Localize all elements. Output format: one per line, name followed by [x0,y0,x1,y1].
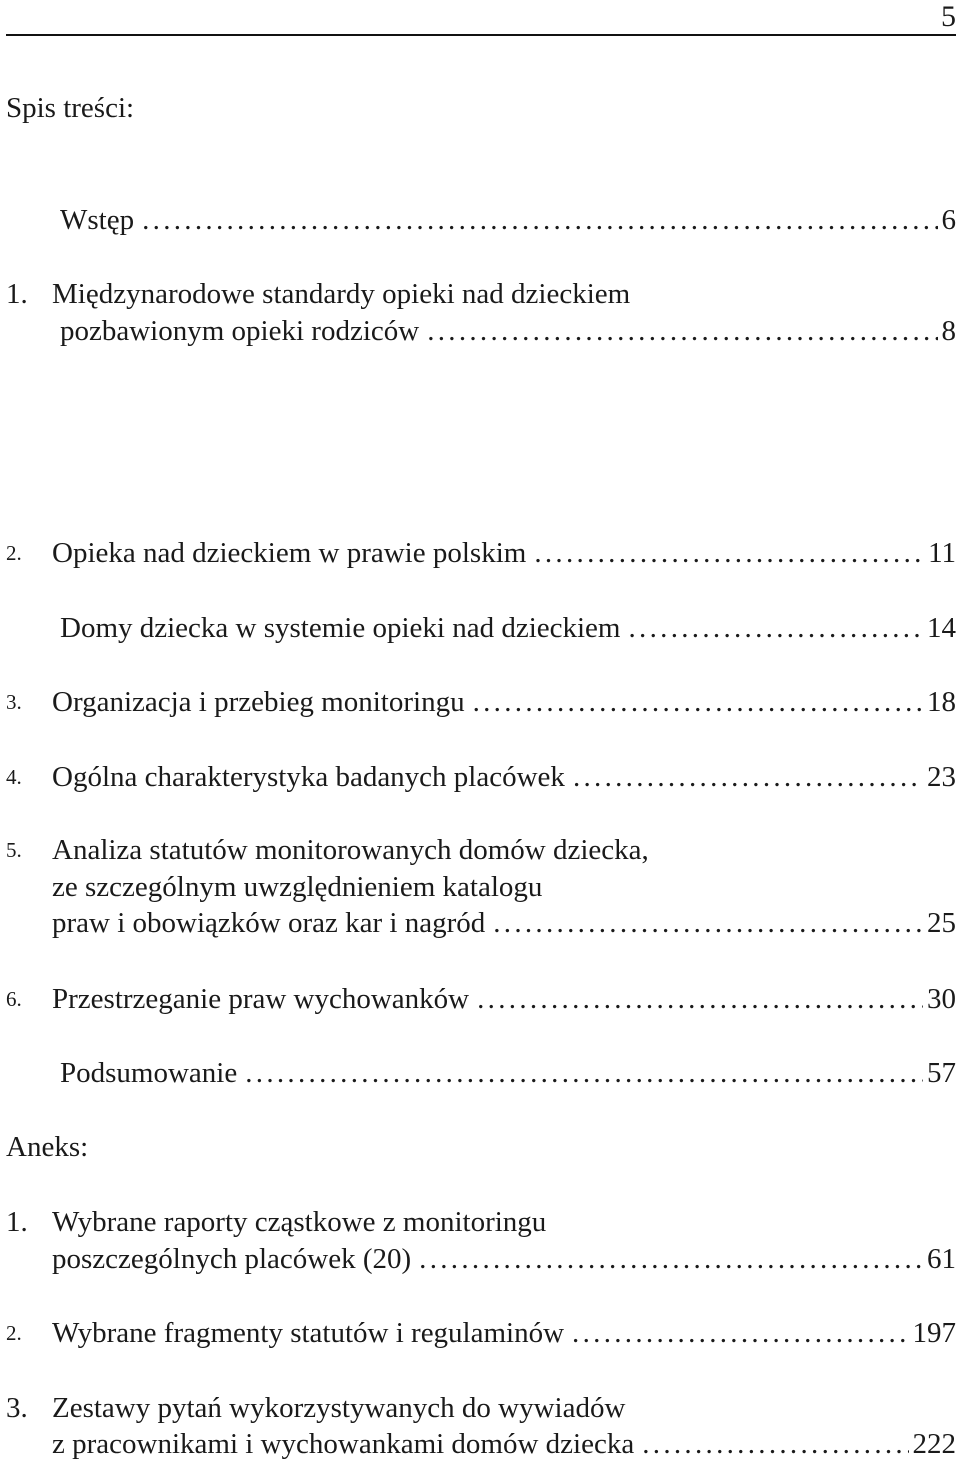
entry-page: 222 [912,1428,956,1460]
entry-page: 61 [927,1243,956,1275]
toc-entry-1-continuation[interactable] [0,314,960,348]
leader-dots [573,760,923,794]
entry-number: 3. [6,690,22,714]
leader-dots [572,1316,908,1350]
leader-dots [142,203,937,237]
entry-page: 57 [927,1057,956,1089]
leader-dots [493,906,923,940]
annex-entry-3-continuation[interactable] [0,1427,960,1461]
entry-title-line-1: Analiza statutów monitorowanych domów dziecka, [52,834,649,866]
entry-page: 6 [941,204,956,236]
entry-number: 1. [6,278,28,310]
entry-title: Przestrzeganie praw wychowanków [52,983,470,1015]
toc-entry-6[interactable] [0,982,960,1016]
entry-title-line-1: Zestawy pytań wykorzystywanych do wywiadów [52,1392,626,1424]
entry-page: 197 [912,1317,956,1349]
leader-dots [427,314,937,348]
entry-title-line-2: ze szczególnym uwzględnieniem katalogu [52,871,543,903]
annex-entry-1-continuation[interactable] [0,1242,960,1276]
entry-page: 8 [941,315,956,347]
leader-dots [642,1427,908,1461]
annex-entry-2[interactable] [0,1316,960,1350]
entry-number: 5. [6,838,22,862]
entry-page: 23 [927,761,956,793]
entry-page: 14 [927,612,956,644]
entry-page: 25 [927,907,956,939]
header-rule [6,34,956,36]
entry-title: Podsumowanie [60,1057,238,1089]
toc-heading: Spis treści: [6,92,135,124]
entry-title: Wstęp [60,204,135,236]
toc-entry-3[interactable] [0,685,960,719]
entry-title: Wybrane fragmenty statutów i regulaminów [52,1317,565,1349]
annex-entry-1[interactable] [0,1205,960,1239]
toc-entry-5[interactable] [0,833,960,867]
entry-title: Domy dziecka w systemie opieki nad dzieckiem [60,612,621,644]
leader-dots [473,685,923,719]
entry-title-line-3: praw i obowiązków oraz kar i nagród [52,907,486,939]
toc-entry-5-continuation-2[interactable] [0,906,960,940]
entry-page: 30 [927,983,956,1015]
leader-dots [629,611,924,645]
entry-title-line-1: Wybrane raporty cząstkowe z monitoringu [52,1206,547,1238]
annex-entry-3[interactable] [0,1391,960,1425]
entry-number: 6. [6,987,22,1011]
entry-title: Organizacja i przebieg monitoringu [52,686,465,718]
entry-number: 1. [6,1206,28,1238]
entry-title-line-1: Międzynarodowe standardy opieki nad dzieckiem [52,278,631,310]
leader-dots [419,1242,923,1276]
entry-title-line-2: z pracownikami i wychowankami domów dziecka [52,1428,635,1460]
entry-title-line-2: poszczególnych placówek (20) [52,1243,412,1275]
entry-title: Opieka nad dzieckiem w prawie polskim [52,537,527,569]
toc-entry-childrens-homes[interactable] [0,611,960,645]
entry-number: 2. [6,1321,22,1345]
toc-entry-1[interactable] [0,277,960,311]
entry-number: 3. [6,1392,28,1424]
entry-title-line-2: pozbawionym opieki rodziców [60,315,420,347]
entry-number: 4. [6,765,22,789]
annex-heading: Aneks: [6,1131,89,1163]
leader-dots [534,536,924,570]
leader-dots [477,982,923,1016]
entry-number: 2. [6,541,22,565]
entry-page: 11 [928,537,956,569]
toc-entry-2[interactable] [0,536,960,570]
page-number: 5 [941,0,956,33]
entry-page: 18 [927,686,956,718]
toc-entry-4[interactable] [0,760,960,794]
leader-dots [245,1056,923,1090]
toc-entry-5-continuation-1[interactable] [0,870,960,904]
toc-entry-summary[interactable] [0,1056,960,1090]
toc-entry-intro[interactable] [0,203,960,237]
entry-title: Ogólna charakterystyka badanych placówek [52,761,565,793]
